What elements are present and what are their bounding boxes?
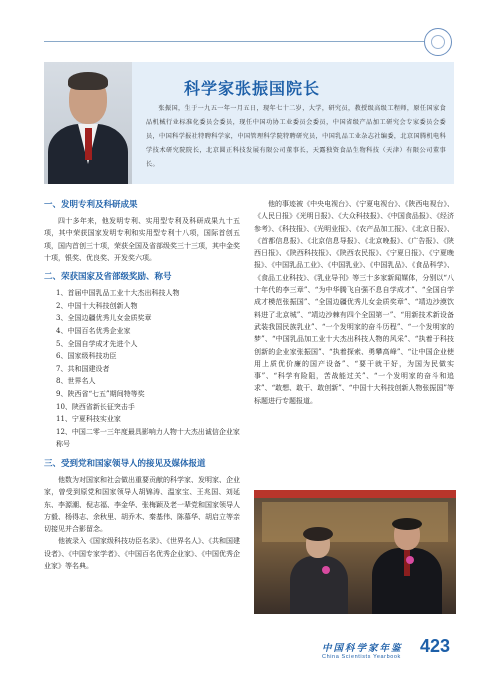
meeting-photo bbox=[254, 490, 456, 614]
list-item: 4、中国百名优秀企业家 bbox=[56, 326, 131, 335]
media-report-text: 他的事迹被《中央电视台》、《宁夏电视台》、《陕西电视台》、《人民日报》《光明日报》、《大众科技报》、《中国食品报》、《经济参考》、《科技报》、《光明业报》、《农产品加工报》、《北京日报》、《首都信息报》、《北京信息导报》、《北京晚报》、《广告报》、《陕西日报》、《陕西科技报》、《陕西农民报》、《宁夏日报》、《宁夏晚报》、《中国乳品工业》、《中国乳业》、《中国乳品》、《食品科学》、《食品工业科技》、《乳业导刊》等三十多家新闻媒体，分别以“八十年代的李三章”、“为中华腾飞自强不息自学成才”、“全国自学成才模范张振国”、“全国边疆优秀儿女金质奖章”、“靖边沙漠饮料进了北京城”、“靖边沙棘有四个全国第一”、“用新技术新设备武装我国民族乳业”、“一个发明家的奋斗历程”、“一个发明家的梦”、“中国乳品加工业十大杰出科技人物的风采”、“执着于科技创新的企业家张振国”、“执着探索、勇攀高峰”、“让中国企业使用上质优价廉的国产设备”、“要干就干好，为国为民做实事”、“科学有险阻，苦战能过关”、“一个发明家的奋斗和追求”、“敢想、敢干、敢创新”、“中国十大科技创新人物张振国”等标题进行专题报道。 bbox=[254, 200, 454, 405]
flower-icon bbox=[322, 566, 330, 574]
list-item: 10、陕西省新长征突击手 bbox=[56, 402, 135, 411]
section-text: 四十多年来，他发明专利、实用型专利及科研成果九十五项，其中荣获国家发明专利和实用型专利十八项，国际首创五项，国内首创三十项，荣获全国及省部级奖三十三项，其中金奖十项，银奖、优良奖、开发奖六项。 bbox=[44, 217, 240, 262]
list-item: 6、国家级科技功臣 bbox=[56, 352, 117, 361]
list-item: 7、共和国建设者 bbox=[56, 364, 110, 373]
profile-header bbox=[44, 62, 454, 184]
section-patents bbox=[44, 198, 240, 264]
portrait-photo bbox=[44, 62, 132, 184]
list-item: 1、首届中国乳品工业十大杰出科技人物 bbox=[56, 289, 180, 298]
awards-list bbox=[44, 287, 240, 451]
section-heading: 二、荣获国家及省部级奖励、称号 bbox=[44, 272, 172, 283]
top-divider bbox=[44, 41, 424, 42]
page-title: 科学家张振国院长 bbox=[184, 79, 321, 98]
list-item: 3、全国边疆优秀儿女金质奖章 bbox=[56, 314, 152, 323]
list-item: 9、陕西省“七五”期间特等奖 bbox=[56, 389, 145, 398]
page-number: 423 bbox=[420, 636, 451, 656]
list-item: 12、中国二零一三年度最具影响力人物十大杰出诚信企业家称号 bbox=[56, 427, 240, 449]
section-heading: 一、发明专利及科研成果 bbox=[44, 200, 138, 210]
left-column bbox=[44, 198, 240, 578]
right-column bbox=[254, 198, 454, 407]
list-item: 11、宁夏科技实业家 bbox=[56, 415, 121, 424]
section-awards bbox=[44, 270, 240, 451]
flower-icon bbox=[406, 556, 414, 564]
section-heading: 三、受到党和国家领导人的接见及媒体报道 bbox=[44, 458, 206, 469]
yearbook-footer bbox=[322, 640, 403, 660]
yearbook-subtitle: China Scientists Yearbook bbox=[322, 654, 401, 660]
emblem-icon bbox=[424, 28, 452, 56]
intro-paragraph: 张振国，生于一九五一年一月五日，现年七十二岁，大学，研究员，教授级高级工程师，原任国家食品机械行业标准化委员会委员，现任中国功协工业委员会委员，中国省级产品加工研究会专家委员会委员，中国科学报社特聘科学家，中国管理科学院特聘研究员，中国乳品工业杂志社编委，北京国腾机电科学技术研究院院长，北京圆正科技发展有限公司董事长，天露独资食品生物科技（天津）有限公司董事长。 bbox=[146, 105, 446, 168]
yearbook-title: 中国科学家年鉴 bbox=[322, 643, 403, 654]
list-item: 2、中国十大科技创新人物 bbox=[56, 301, 138, 310]
list-item: 5、全国自学成才先进个人 bbox=[56, 339, 138, 348]
section-text: 他数为对国家和社会做出重要贡献的科学家、发明家、企业家，曾受到原党和国家领导人胡锦涛、温家宝、王兆国、刘延东、李源潮、倪志福、李金华、张梅颖及老一辈党和国家领导人方毅、杨得志、余秋里、胡乔木、秦基伟、陈慕华、胡启立等亲切接见并合影留念。 bbox=[44, 475, 240, 534]
section-media bbox=[44, 457, 240, 572]
section-text: 他被录入《国家级科技功臣名录》、《世界名人》、《共和国建设者》、《中国专家学者》、《中国百名优秀企业家》、《中国优秀企业家》等名典。 bbox=[44, 537, 240, 570]
list-item: 8、世界名人 bbox=[56, 377, 96, 386]
